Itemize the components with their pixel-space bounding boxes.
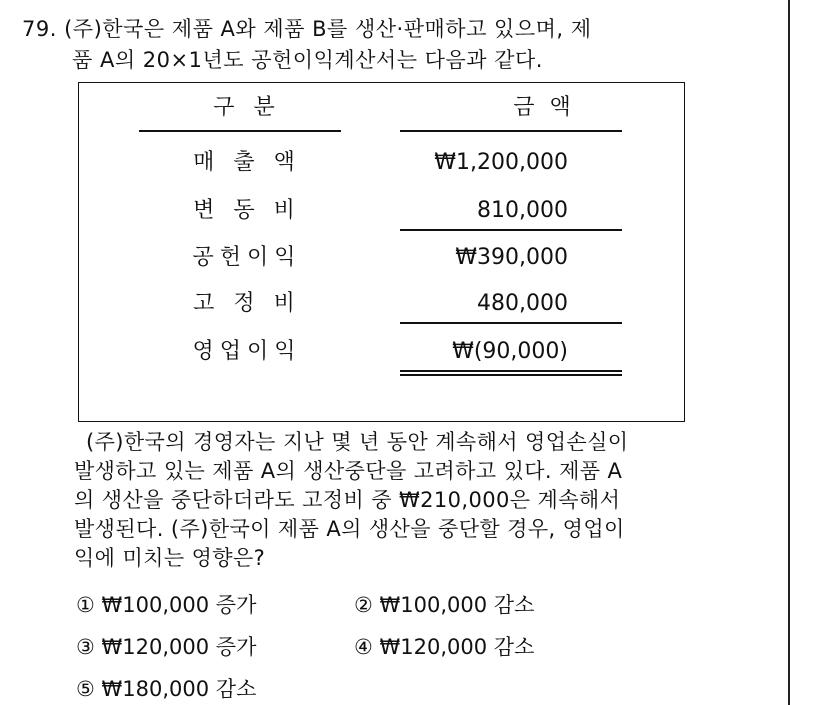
header-label: 구 분 [213, 95, 281, 120]
column-divider [788, 0, 790, 705]
row-amount-fixed-cost: 480,000 [477, 291, 568, 316]
row-label-operating-income: 영업이익 [192, 339, 302, 364]
choice-5-mark: ⑤ [76, 677, 95, 701]
choice-2-text: ₩100,000 감소 [379, 593, 535, 617]
paragraph-line-4: 발생된다. (주)한국이 제품 A의 생산을 중단할 경우, 영업이 [74, 517, 625, 541]
header-rule-right [400, 130, 622, 132]
row-amount-revenue: ₩1,200,000 [434, 150, 568, 175]
choice-3[interactable] [76, 632, 256, 662]
question-number: 79. [22, 17, 57, 41]
question-text-1: (주)한국은 제품 A와 제품 B를 생산·판매하고 있으며, 제 [64, 17, 592, 41]
row-amount-contribution-margin: ₩390,000 [455, 245, 568, 270]
choice-2[interactable] [354, 590, 534, 620]
choice-5[interactable] [76, 674, 256, 704]
row-label-fixed-cost: 고 정 비 [193, 291, 301, 316]
row-label-contribution-margin: 공헌이익 [192, 245, 302, 270]
choice-2-mark: ② [354, 593, 373, 617]
row-label-variable-cost: 변 동 비 [193, 198, 301, 223]
row-amount-operating-income: ₩(90,000) [452, 339, 568, 364]
choice-5-text: ₩180,000 감소 [101, 677, 257, 701]
question-line-1 [22, 14, 592, 44]
row-amount-variable-cost: 810,000 [477, 198, 568, 223]
choice-3-mark: ③ [76, 635, 95, 659]
total-double-rule-top [400, 370, 622, 372]
choice-4-text: ₩120,000 감소 [379, 635, 535, 659]
choice-4[interactable] [354, 632, 534, 662]
question-line-2: 품 A의 20×1년도 공헌이익계산서는 다음과 같다. [72, 48, 543, 72]
header-amount: 금 액 [513, 95, 575, 120]
row-label-revenue: 매 출 액 [193, 150, 301, 175]
choice-3-text: ₩120,000 증가 [101, 635, 257, 659]
subtotal-rule-2 [400, 322, 622, 324]
choice-4-mark: ④ [354, 635, 373, 659]
header-rule-left [139, 130, 341, 132]
choice-1-mark: ① [76, 593, 95, 617]
contribution-margin-table [78, 82, 685, 422]
paragraph-line-3: 의 생산을 중단하더라도 고정비 중 ₩210,000은 계속해서 [74, 488, 621, 512]
paragraph-line-2: 발생하고 있는 제품 A의 생산중단을 고려하고 있다. 제품 A [74, 459, 623, 483]
paragraph-line-5: 익에 미치는 영향은? [74, 546, 266, 570]
paragraph-line-1: (주)한국의 경영자는 지난 몇 년 동안 계속해서 영업손실이 [86, 430, 629, 454]
subtotal-rule [400, 229, 622, 231]
total-double-rule-bottom [400, 374, 622, 376]
choice-1-text: ₩100,000 증가 [101, 593, 257, 617]
choice-1[interactable] [76, 590, 256, 620]
